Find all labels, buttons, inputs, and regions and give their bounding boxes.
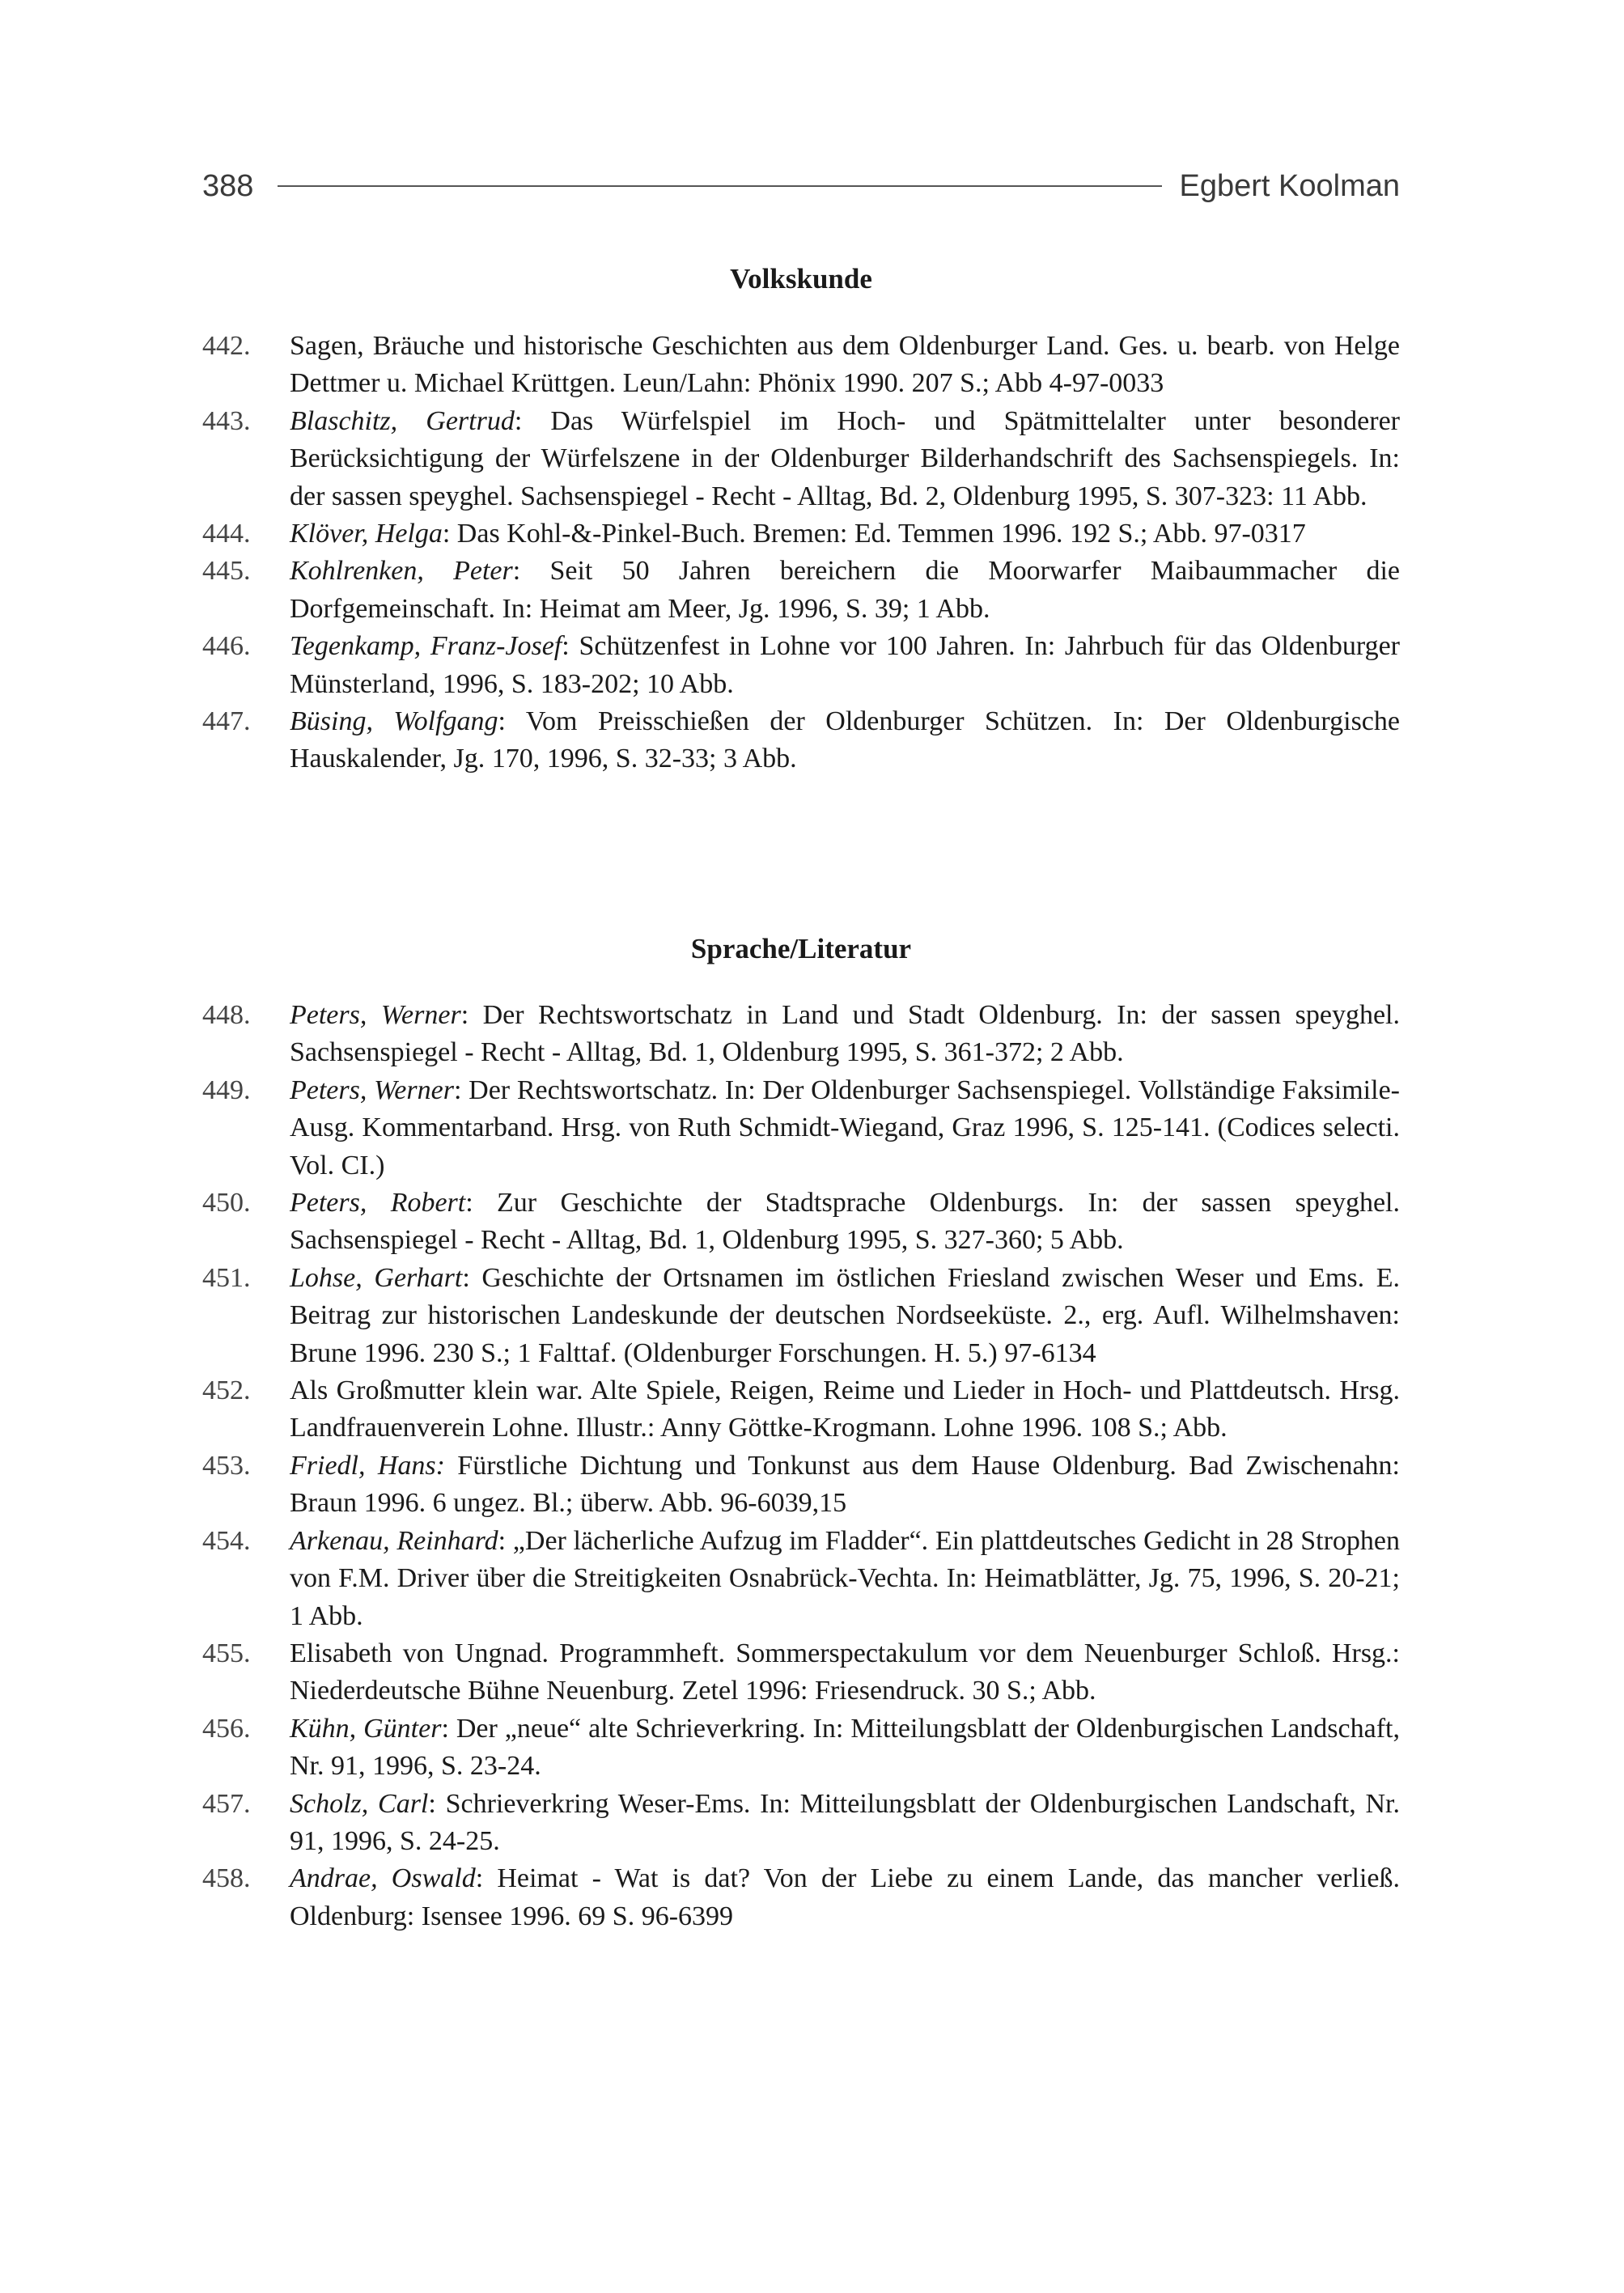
entry-author: Arkenau, Reinhard bbox=[290, 1525, 498, 1556]
entry-citation: : Zur Geschichte der Stadtsprache Oldenburgs. In: der sassen speyghel. Sachsenspiegel - Recht - Alltag, Bd. 1, Oldenburg 1995, S. 327-360; 5 Abb. bbox=[290, 1188, 1400, 1256]
entry-number: 455. bbox=[202, 1638, 251, 1668]
running-author: Egbert Koolman bbox=[1179, 168, 1400, 203]
entry-text bbox=[290, 1786, 1400, 1861]
entry-number: 454. bbox=[202, 1525, 251, 1556]
entry-text bbox=[290, 703, 1400, 778]
running-header bbox=[202, 162, 1400, 210]
entry-citation: : Der „neue“ alte Schrieverkring. In: Mitteilungsblatt der Oldenburgischen Landschaft, Nr. 91, 1996, S. 23-24. bbox=[290, 1713, 1400, 1782]
entry-text bbox=[290, 997, 1400, 1072]
entry-author: Peters, Werner bbox=[290, 1000, 461, 1030]
entry-text bbox=[290, 403, 1400, 515]
bibliography-entry bbox=[202, 1786, 1400, 1861]
header-rule bbox=[278, 185, 1161, 187]
bibliography-entry bbox=[202, 328, 1400, 403]
entry-text bbox=[290, 1185, 1400, 1260]
entry-number: 442. bbox=[202, 331, 251, 361]
entry-number: 447. bbox=[202, 706, 251, 737]
entry-text bbox=[290, 628, 1400, 703]
bibliography-entry bbox=[202, 1447, 1400, 1523]
entry-author: Scholz, Carl bbox=[290, 1788, 429, 1819]
entry-citation: : Heimat - Wat is dat? Von der Liebe zu einem Lande, das mancher verließ. Oldenburg: Isensee 1996. 69 S. 96-6399 bbox=[290, 1863, 1400, 1931]
entry-number: 443. bbox=[202, 405, 251, 436]
entry-citation: Als Großmutter klein war. Alte Spiele, Reigen, Reime und Lieder in Hoch- und Plattdeutsch. Hrsg. Landfrauenverein Lohne. Illustr.: Anny Göttke-Krogmann. Lohne 1996. 108 S.; Abb. bbox=[290, 1375, 1400, 1443]
entry-citation: : Der Rechtswortschatz. In: Der Oldenburger Sachsenspiegel. Vollständige Faksimile-Ausg. Kommentarband. Hrsg. von Ruth Schmidt-Wiegand, Graz 1996, S. 125-141. (Codices selecti. Vol. CI.) bbox=[290, 1074, 1400, 1180]
entry-text bbox=[290, 1372, 1400, 1447]
entry-text bbox=[290, 553, 1400, 628]
bibliography-entry bbox=[202, 1710, 1400, 1786]
entry-text bbox=[290, 515, 1400, 553]
entry-text bbox=[290, 1523, 1400, 1635]
entry-number: 451. bbox=[202, 1262, 251, 1293]
entry-citation: : Geschichte der Ortsnamen im östlichen Friesland zwischen Weser und Ems. E. Beitrag zur historischen Landeskunde der deutschen Nordseeküste. 2., erg. Aufl. Wilhelmshaven: Brune 1996. 230 S.; 1 Falttaf. (Oldenburger Forschungen. H. 5.) 97-6134 bbox=[290, 1262, 1400, 1368]
entry-author: Büsing, Wolfgang bbox=[290, 706, 498, 737]
bibliography-entry bbox=[202, 1372, 1400, 1447]
entry-author: Blaschitz, Gertrud bbox=[290, 405, 515, 436]
bibliography-entry bbox=[202, 515, 1400, 553]
entry-author: Peters, Robert bbox=[290, 1188, 466, 1219]
entry-text bbox=[290, 1260, 1400, 1372]
entry-author: Friedl, Hans: bbox=[290, 1450, 445, 1481]
entry-citation: : Der Rechtswortschatz in Land und Stadt Oldenburg. In: der sassen speyghel. Sachsenspiegel - Recht - Alltag, Bd. 1, Oldenburg 1995, S. 361-372; 2 Abb. bbox=[290, 1000, 1400, 1068]
entry-text bbox=[290, 328, 1400, 403]
bibliography-entry bbox=[202, 703, 1400, 778]
entry-citation: : Das Würfelspiel im Hoch- und Spätmittelalter unter besonderer Berücksichtigung der Würfelszene in der Oldenburger Bilderhandschrift des Sachsenspiegels. In: der sassen speyghel. Sachsenspiegel - Recht - Alltag, Bd. 2, Oldenburg 1995, S. 307-323: 11 Abb. bbox=[290, 405, 1401, 511]
entry-list-sprache-literatur bbox=[202, 997, 1400, 1935]
entry-citation: : Schrieverkring Weser-Ems. In: Mitteilungsblatt der Oldenburgischen Landschaft, Nr. 91, 1996, S. 24-25. bbox=[290, 1788, 1400, 1856]
bibliography-entry bbox=[202, 1072, 1400, 1185]
bibliography-entry bbox=[202, 1260, 1400, 1372]
entry-number: 446. bbox=[202, 631, 251, 662]
section-heading-sprache-literatur: Sprache/Literatur bbox=[690, 933, 912, 964]
entry-number: 449. bbox=[202, 1074, 251, 1105]
entry-author: Kohlrenken, Peter bbox=[290, 556, 513, 587]
bibliography-entry bbox=[202, 1635, 1400, 1710]
entry-author: Lohse, Gerhart bbox=[290, 1262, 463, 1293]
section-heading-volkskunde: Volkskunde bbox=[730, 263, 872, 295]
page-number: 388 bbox=[202, 168, 254, 203]
entry-number: 444. bbox=[202, 519, 251, 549]
entry-list-volkskunde bbox=[202, 328, 1400, 778]
entry-citation: Elisabeth von Ungnad. Programmheft. Sommerspectakulum vor dem Neuenburger Schloß. Hrsg.: Niederdeutsche Bühne Neuenburg. Zetel 1996: Friesendruck. 30 S.; Abb. bbox=[290, 1638, 1400, 1706]
entry-author: Andrae, Oswald bbox=[290, 1863, 476, 1894]
bibliography-entry bbox=[202, 553, 1400, 628]
entry-text bbox=[290, 1072, 1400, 1185]
entry-number: 445. bbox=[202, 556, 251, 587]
entry-author: Tegenkamp, Franz-Josef bbox=[290, 631, 562, 662]
entry-text bbox=[290, 1710, 1400, 1786]
entry-number: 456. bbox=[202, 1713, 251, 1744]
entry-number: 457. bbox=[202, 1788, 251, 1819]
bibliography-entry bbox=[202, 403, 1400, 515]
entry-text bbox=[290, 1635, 1400, 1710]
entry-number: 448. bbox=[202, 1000, 251, 1030]
bibliography-entry bbox=[202, 997, 1400, 1072]
entry-number: 450. bbox=[202, 1188, 251, 1219]
entry-text bbox=[290, 1447, 1400, 1523]
entry-citation: Fürstliche Dichtung und Tonkunst aus dem Hause Oldenburg. Bad Zwischenahn: Braun 1996. 6 ungez. Bl.; überw. Abb. 96-6039,15 bbox=[290, 1450, 1400, 1519]
entry-text bbox=[290, 1860, 1400, 1935]
entry-citation: Sagen, Bräuche und historische Geschichten aus dem Oldenburger Land. Ges. u. bearb. von Helge Dettmer u. Michael Krüttgen. Leun/Lahn: Phönix 1990. 207 S.; Abb 4-97-0033 bbox=[290, 331, 1400, 399]
entry-author: Kühn, Günter bbox=[290, 1713, 442, 1744]
entry-citation: : Vom Preisschießen der Oldenburger Schützen. In: Der Oldenburgische Hauskalender, Jg. 170, 1996, S. 32-33; 3 Abb. bbox=[290, 706, 1400, 774]
entry-number: 452. bbox=[202, 1375, 251, 1406]
entry-citation: : Seit 50 Jahren bereichern die Moorwarfer Maibaummacher die Dorfgemeinschaft. In: Heimat am Meer, Jg. 1996, S. 39; 1 Abb. bbox=[290, 556, 1400, 624]
entry-citation: : Das Kohl-&-Pinkel-Buch. Bremen: Ed. Temmen 1996. 192 S.; Abb. 97-0317 bbox=[442, 519, 1306, 549]
entry-number: 458. bbox=[202, 1863, 251, 1894]
entry-author: Klöver, Helga bbox=[290, 519, 443, 549]
entry-citation: : „Der lächerliche Aufzug im Fladder“. Ein plattdeutsches Gedicht in 28 Strophen von F.M. Driver über die Streitigkeiten Osnabrück-Vechta. In: Heimatblätter, Jg. 75, 1996, S. 20-21; 1 Abb. bbox=[290, 1525, 1400, 1631]
entry-author: Peters, Werner bbox=[290, 1074, 454, 1105]
bibliography-entry bbox=[202, 1860, 1400, 1935]
entry-citation: : Schützenfest in Lohne vor 100 Jahren. In: Jahrbuch für das Oldenburger Münsterland, 1996, S. 183-202; 10 Abb. bbox=[290, 631, 1400, 699]
entry-number: 453. bbox=[202, 1450, 251, 1481]
bibliography-entry bbox=[202, 1523, 1400, 1635]
bibliography-entry bbox=[202, 1185, 1400, 1260]
bibliography-entry bbox=[202, 628, 1400, 703]
